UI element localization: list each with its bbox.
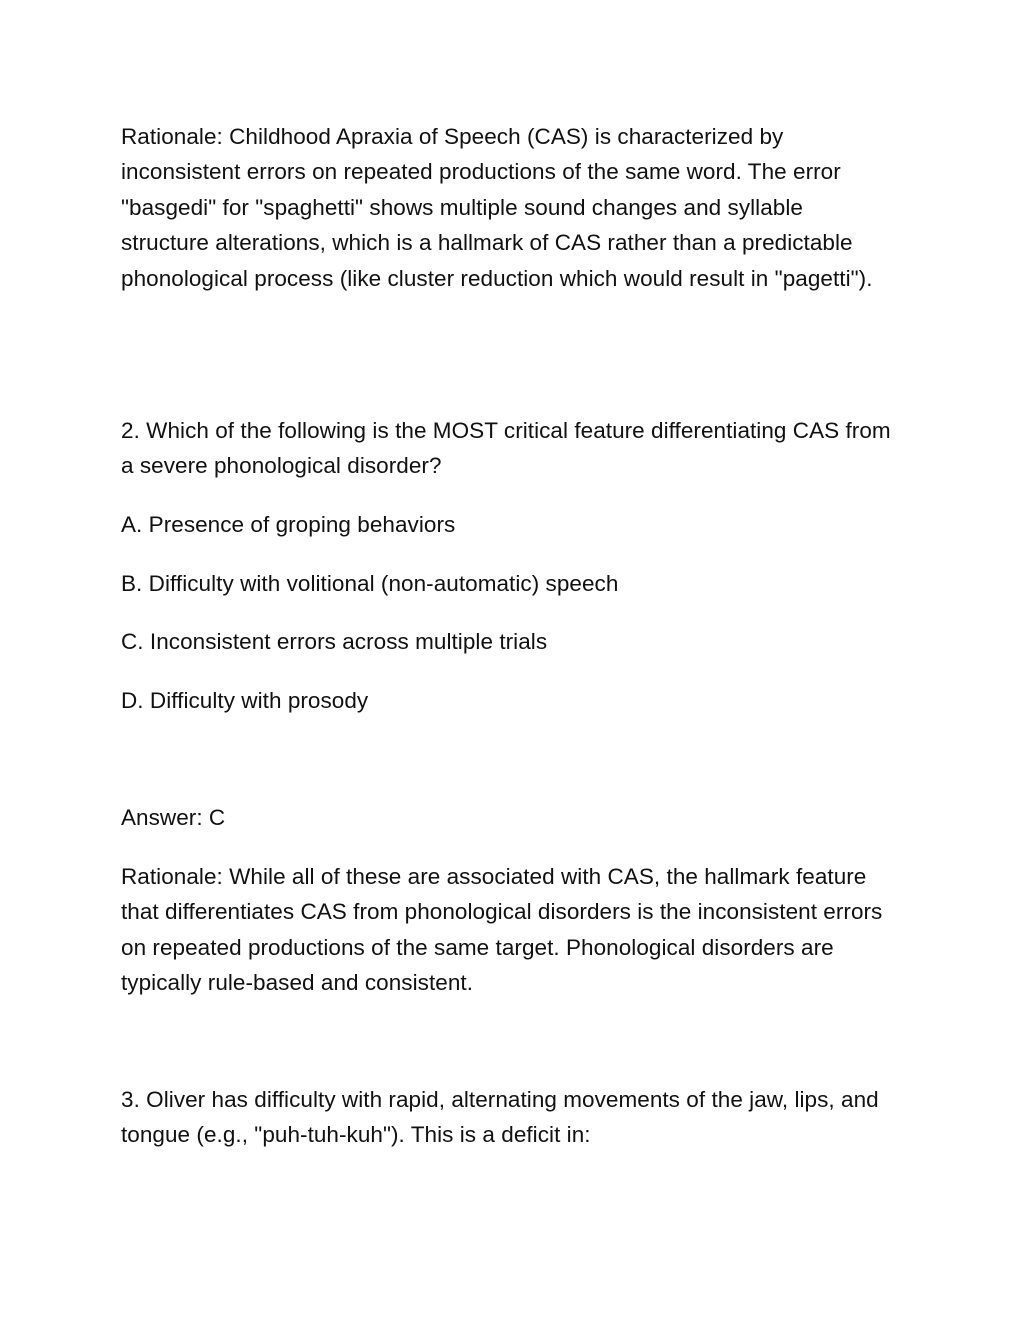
question-3-stem: 3. Oliver has difficulty with rapid, alternating movements of the jaw, lips, and tongue (e.g., "puh-tuh-kuh"). This is a deficit in:	[121, 1087, 879, 1148]
question-2-option-b: B. Difficulty with volitional (non-automatic) speech	[121, 571, 619, 596]
rationale-q2: Rationale: While all of these are associated with CAS, the hallmark feature that differentiates CAS from phonological disorders is the inconsistent errors on repeated productions of the same target. Phonological disorders are typically rule-based and consistent.	[121, 864, 883, 996]
question-2-option-d: D. Difficulty with prosody	[121, 688, 369, 713]
question-2-stem: 2. Which of the following is the MOST critical feature differentiating CAS from a severe phonological disorder?	[121, 418, 891, 479]
question-2-answer: Answer: C	[121, 805, 226, 830]
question-2-option-c: C. Inconsistent errors across multiple trials	[121, 629, 548, 654]
question-2-option-a: A. Presence of groping behaviors	[121, 512, 456, 537]
rationale-q1: Rationale: Childhood Apraxia of Speech (CAS) is characterized by inconsistent errors on repeated productions of the same word. The error "basgedi" for "spaghetti" shows multiple sound changes and syllable structure alterations, which is a hallmark of CAS rather than a predictable phonological process (like cluster reduction which would result in "pagetti").	[121, 124, 873, 291]
